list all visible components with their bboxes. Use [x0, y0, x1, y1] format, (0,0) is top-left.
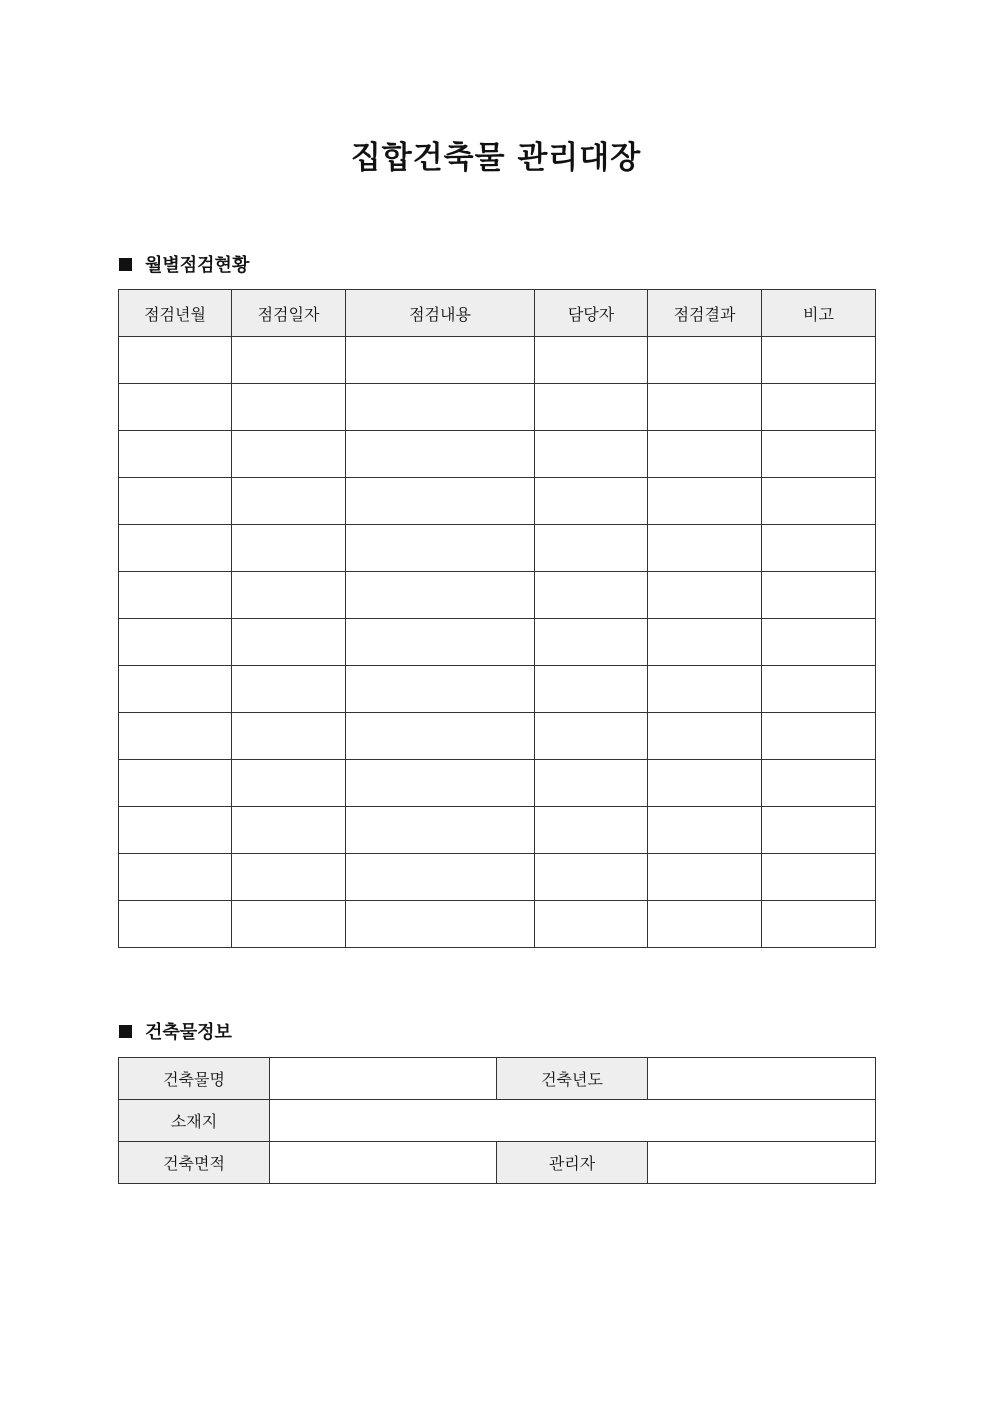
cell-remarks[interactable]: [762, 901, 876, 948]
cell-inspection-content[interactable]: [346, 713, 535, 760]
section-heading-label: 건축물정보: [145, 1022, 232, 1043]
cell-inspection-result[interactable]: [648, 619, 762, 666]
cell-inspection-date[interactable]: [232, 760, 346, 807]
label-location: 소재지: [119, 1100, 270, 1142]
cell-person-in-charge[interactable]: [535, 572, 648, 619]
cell-remarks[interactable]: [762, 384, 876, 431]
label-building-name: 건축물명: [119, 1058, 270, 1100]
cell-person-in-charge[interactable]: [535, 760, 648, 807]
value-building-area[interactable]: [270, 1142, 497, 1184]
table-row: [119, 760, 876, 807]
cell-inspection-date[interactable]: [232, 337, 346, 384]
cell-inspection-date[interactable]: [232, 431, 346, 478]
cell-remarks[interactable]: [762, 713, 876, 760]
cell-person-in-charge[interactable]: [535, 384, 648, 431]
black-square-icon: [119, 1025, 132, 1038]
cell-remarks[interactable]: [762, 572, 876, 619]
cell-inspection-content[interactable]: [346, 478, 535, 525]
column-header-remarks: 비고: [762, 290, 876, 337]
cell-inspection-month[interactable]: [119, 572, 232, 619]
cell-inspection-content[interactable]: [346, 525, 535, 572]
cell-remarks[interactable]: [762, 666, 876, 713]
cell-inspection-result[interactable]: [648, 807, 762, 854]
table-row: [119, 1100, 876, 1142]
column-header-inspection-month: 점검년월: [119, 290, 232, 337]
cell-inspection-month[interactable]: [119, 901, 232, 948]
label-manager: 관리자: [497, 1142, 648, 1184]
cell-remarks[interactable]: [762, 525, 876, 572]
cell-inspection-result[interactable]: [648, 525, 762, 572]
monthly-inspection-table: [118, 289, 876, 948]
cell-inspection-date[interactable]: [232, 478, 346, 525]
table-row: [119, 478, 876, 525]
table-row: [119, 619, 876, 666]
table-row: [119, 384, 876, 431]
label-construction-year: 건축년도: [497, 1058, 648, 1100]
table-row: [119, 807, 876, 854]
black-square-icon: [119, 258, 132, 271]
cell-person-in-charge[interactable]: [535, 525, 648, 572]
cell-inspection-result[interactable]: [648, 760, 762, 807]
cell-inspection-result[interactable]: [648, 713, 762, 760]
cell-remarks[interactable]: [762, 619, 876, 666]
cell-inspection-content[interactable]: [346, 384, 535, 431]
table-row: [119, 1058, 876, 1100]
cell-inspection-content[interactable]: [346, 760, 535, 807]
section-heading-monthly-inspection: [119, 252, 249, 276]
cell-inspection-date[interactable]: [232, 619, 346, 666]
cell-inspection-content[interactable]: [346, 901, 535, 948]
column-header-inspection-date: 점검일자: [232, 290, 346, 337]
cell-inspection-date[interactable]: [232, 901, 346, 948]
cell-inspection-month[interactable]: [119, 525, 232, 572]
cell-inspection-content[interactable]: [346, 854, 535, 901]
cell-person-in-charge[interactable]: [535, 713, 648, 760]
cell-inspection-result[interactable]: [648, 572, 762, 619]
cell-remarks[interactable]: [762, 431, 876, 478]
cell-inspection-date[interactable]: [232, 666, 346, 713]
section-heading-building-info: [119, 1019, 232, 1043]
value-construction-year[interactable]: [648, 1058, 876, 1100]
cell-person-in-charge[interactable]: [535, 337, 648, 384]
table-row: [119, 525, 876, 572]
cell-inspection-month[interactable]: [119, 807, 232, 854]
value-manager[interactable]: [648, 1142, 876, 1184]
cell-inspection-month[interactable]: [119, 431, 232, 478]
document-title: 집합건축물 관리대장: [350, 140, 642, 176]
column-header-person-in-charge: 담당자: [535, 290, 648, 337]
cell-inspection-result[interactable]: [648, 478, 762, 525]
table-row: [119, 666, 876, 713]
cell-inspection-date[interactable]: [232, 807, 346, 854]
cell-inspection-month[interactable]: [119, 619, 232, 666]
cell-inspection-month[interactable]: [119, 337, 232, 384]
cell-person-in-charge[interactable]: [535, 854, 648, 901]
cell-inspection-date[interactable]: [232, 384, 346, 431]
cell-inspection-content[interactable]: [346, 337, 535, 384]
cell-inspection-month[interactable]: [119, 760, 232, 807]
cell-inspection-date[interactable]: [232, 713, 346, 760]
table-row: [119, 337, 876, 384]
cell-inspection-result[interactable]: [648, 854, 762, 901]
cell-remarks[interactable]: [762, 478, 876, 525]
cell-remarks[interactable]: [762, 854, 876, 901]
cell-inspection-result[interactable]: [648, 337, 762, 384]
cell-inspection-result[interactable]: [648, 666, 762, 713]
value-location[interactable]: [270, 1100, 876, 1142]
cell-inspection-result[interactable]: [648, 384, 762, 431]
cell-remarks[interactable]: [762, 337, 876, 384]
table-row: [119, 854, 876, 901]
cell-inspection-date[interactable]: [232, 525, 346, 572]
cell-inspection-month[interactable]: [119, 713, 232, 760]
section-heading-label: 월별점검현황: [145, 255, 250, 276]
cell-inspection-content[interactable]: [346, 666, 535, 713]
column-header-inspection-result: 점검결과: [648, 290, 762, 337]
cell-remarks[interactable]: [762, 760, 876, 807]
value-building-name[interactable]: [270, 1058, 497, 1100]
cell-inspection-content[interactable]: [346, 572, 535, 619]
cell-person-in-charge[interactable]: [535, 431, 648, 478]
cell-person-in-charge[interactable]: [535, 478, 648, 525]
table-row: [119, 431, 876, 478]
table-row: [119, 572, 876, 619]
cell-inspection-content[interactable]: [346, 431, 535, 478]
table-row: [119, 1142, 876, 1184]
cell-person-in-charge[interactable]: [535, 666, 648, 713]
cell-inspection-content[interactable]: [346, 807, 535, 854]
cell-person-in-charge[interactable]: [535, 619, 648, 666]
cell-inspection-date[interactable]: [232, 854, 346, 901]
cell-person-in-charge[interactable]: [535, 807, 648, 854]
cell-inspection-result[interactable]: [648, 431, 762, 478]
table-row: [119, 713, 876, 760]
cell-inspection-content[interactable]: [346, 619, 535, 666]
cell-person-in-charge[interactable]: [535, 901, 648, 948]
table-header-row: [119, 290, 876, 337]
building-info-table: [118, 1057, 876, 1184]
cell-remarks[interactable]: [762, 807, 876, 854]
cell-inspection-date[interactable]: [232, 572, 346, 619]
cell-inspection-month[interactable]: [119, 666, 232, 713]
table-row: [119, 901, 876, 948]
cell-inspection-month[interactable]: [119, 854, 232, 901]
cell-inspection-result[interactable]: [648, 901, 762, 948]
column-header-inspection-content: 점검내용: [346, 290, 535, 337]
label-building-area: 건축면적: [119, 1142, 270, 1184]
cell-inspection-month[interactable]: [119, 384, 232, 431]
cell-inspection-month[interactable]: [119, 478, 232, 525]
